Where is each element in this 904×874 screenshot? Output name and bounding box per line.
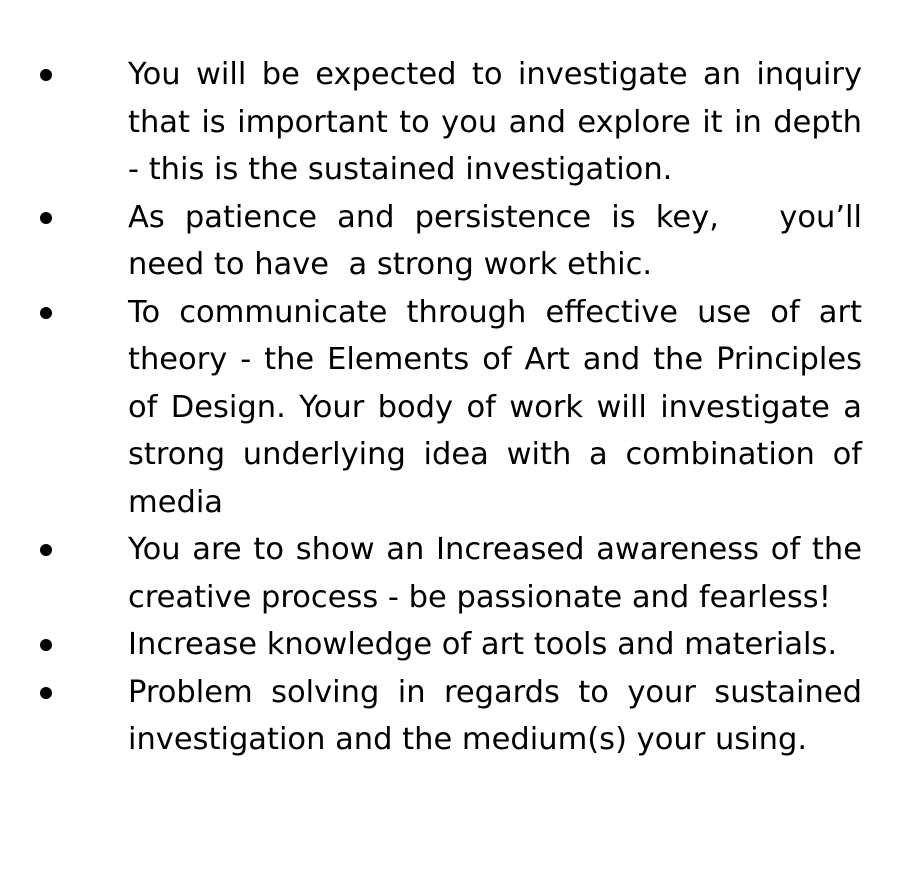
list-item (0, 289, 872, 527)
list-item-text: To communicate through effective use of art theory - the Elements of Art and the Principles of Design. Your body of work will investigate a strong underlying idea with a combination of media (128, 294, 872, 520)
bullet-icon (40, 544, 52, 556)
list-item-text: As patience and persistence is key, you’ll need to have a strong work ethic. (128, 199, 872, 282)
list-item (0, 194, 872, 289)
list-item (0, 669, 872, 764)
bullet-icon (40, 212, 52, 224)
list-item-text: You will be expected to investigate an inquiry that is important to you and explore it in depth - this is the sustained investigation. (128, 57, 872, 187)
bullet-icon (40, 69, 52, 81)
bullet-icon (40, 639, 52, 651)
list-item-text: Increase knowledge of art tools and materials. (128, 627, 838, 662)
list-item-text: You are to show an Increased awareness of the creative process - be passionate and fearless! (128, 532, 872, 615)
list-item (0, 621, 862, 669)
list-item (0, 51, 872, 194)
bullet-icon (40, 307, 52, 319)
bullet-list (0, 51, 904, 764)
list-item-text: Problem solving in regards to your sustained investigation and the medium(s) your using. (128, 674, 872, 757)
list-item (0, 526, 872, 621)
document-body (0, 51, 904, 764)
bullet-icon (40, 687, 52, 699)
